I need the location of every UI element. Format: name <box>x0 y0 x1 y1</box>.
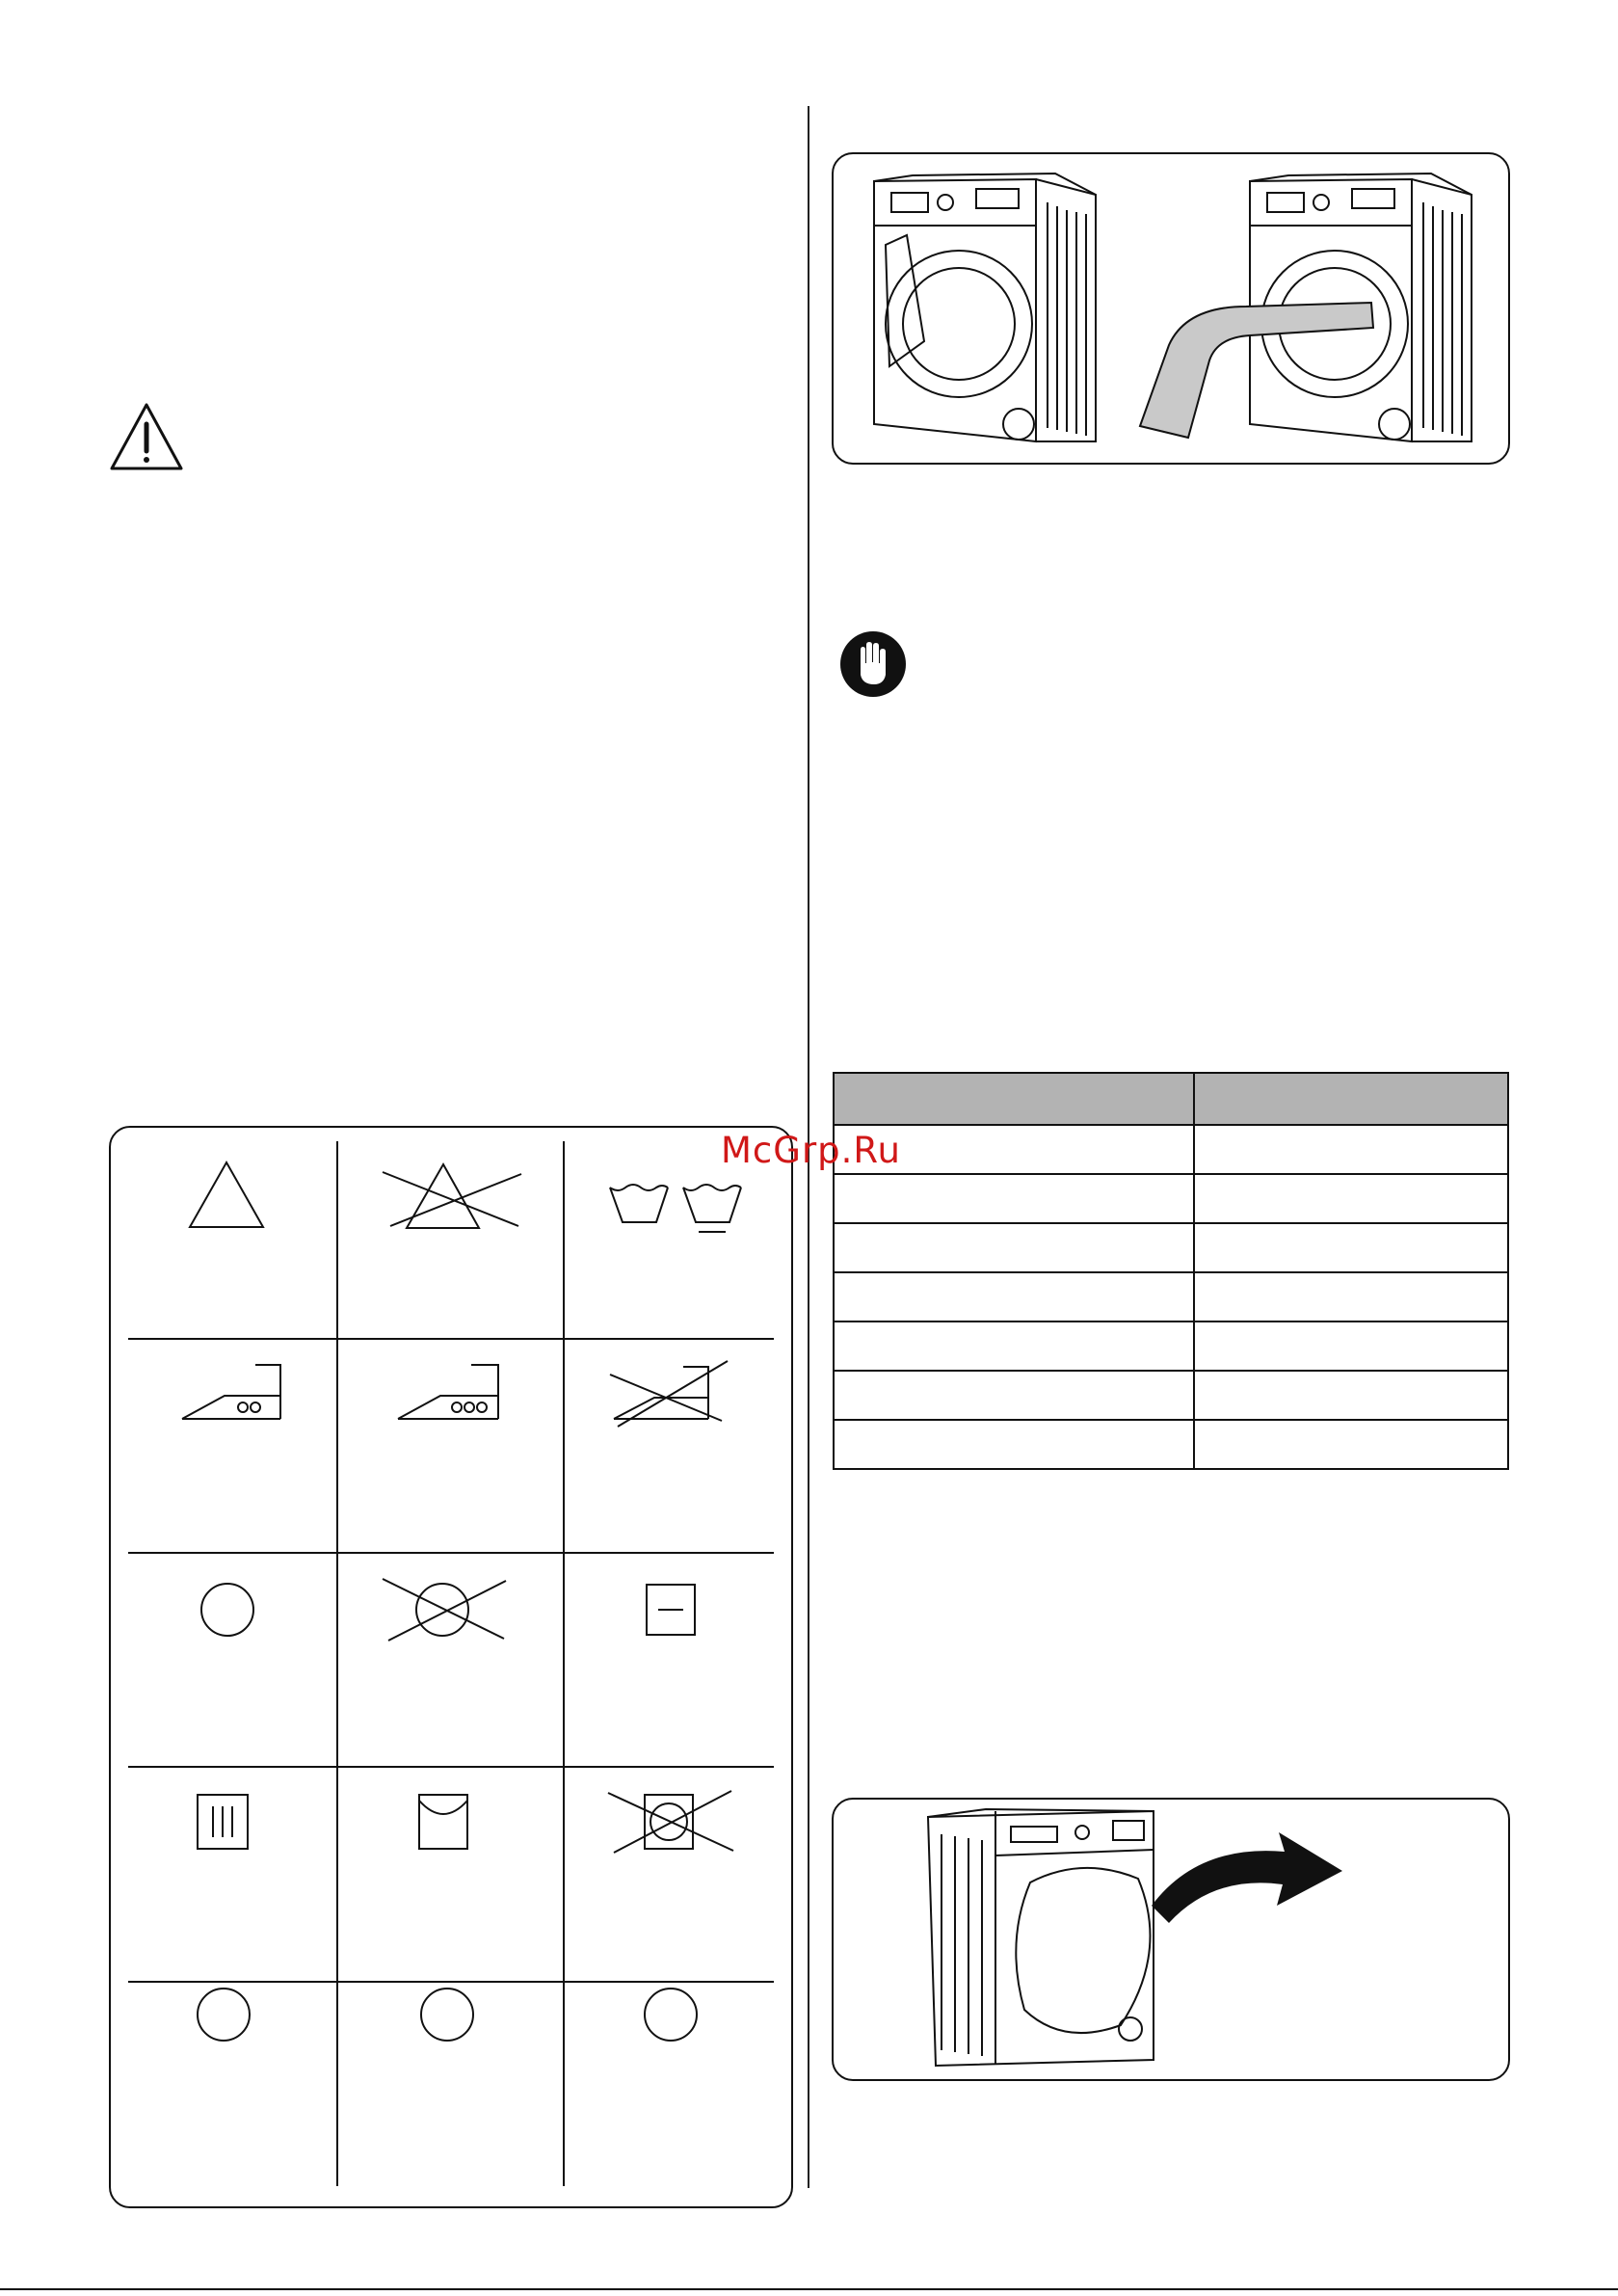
table-cell <box>834 1322 1194 1371</box>
table-row <box>834 1322 1508 1371</box>
washer-drying-illustration <box>832 152 1510 465</box>
drip-dry-icon <box>198 1795 248 1849</box>
bleach-allowed-icon <box>190 1162 263 1227</box>
care-symbols-panel <box>109 1126 793 2208</box>
no-bleach-icon <box>383 1164 521 1228</box>
circle-icon <box>198 1989 250 2041</box>
table-row <box>834 1125 1508 1174</box>
table-header-cell <box>1194 1073 1508 1125</box>
table-cell <box>834 1420 1194 1469</box>
table-row <box>834 1371 1508 1420</box>
do-not-iron-icon <box>610 1361 728 1427</box>
table-cell <box>1194 1371 1508 1420</box>
table-cell <box>834 1223 1194 1272</box>
data-table <box>833 1072 1509 1470</box>
table-row <box>834 1174 1508 1223</box>
circle-icon <box>645 1989 697 2041</box>
hand-wash-icon <box>610 1185 741 1232</box>
arrow-right-icon <box>1152 1832 1342 1923</box>
circle-icon <box>421 1989 473 2041</box>
table-row <box>834 1223 1508 1272</box>
table-cell <box>834 1272 1194 1322</box>
table-cell <box>1194 1223 1508 1272</box>
dry-flat-icon <box>647 1585 695 1635</box>
stop-hand-icon <box>839 630 907 698</box>
warning-triangle-icon <box>108 401 185 472</box>
table-cell <box>834 1371 1194 1420</box>
page-footer-rule <box>0 2288 1618 2290</box>
do-not-dry-clean-icon <box>383 1579 506 1641</box>
table-cell <box>1194 1272 1508 1322</box>
washer-machine-icon <box>874 174 1096 441</box>
table-cell <box>1194 1420 1508 1469</box>
table-header-row <box>834 1073 1508 1125</box>
table-row <box>834 1420 1508 1469</box>
watermark: McGrp.Ru <box>721 1130 901 1171</box>
table-cell <box>1194 1125 1508 1174</box>
table-cell <box>834 1174 1194 1223</box>
table-row <box>834 1272 1508 1322</box>
dry-clean-icon <box>201 1584 253 1636</box>
line-dry-icon <box>419 1795 467 1849</box>
washer-door-open-illustration <box>832 1798 1510 2081</box>
iron-high-icon <box>398 1365 498 1419</box>
table-cell <box>1194 1174 1508 1223</box>
table-cell <box>1194 1322 1508 1371</box>
towel-icon <box>1140 303 1373 438</box>
washer-machine-icon <box>928 1809 1154 2066</box>
iron-medium-icon <box>182 1365 280 1419</box>
do-not-tumble-dry-icon <box>608 1791 733 1853</box>
table-header-cell <box>834 1073 1194 1125</box>
